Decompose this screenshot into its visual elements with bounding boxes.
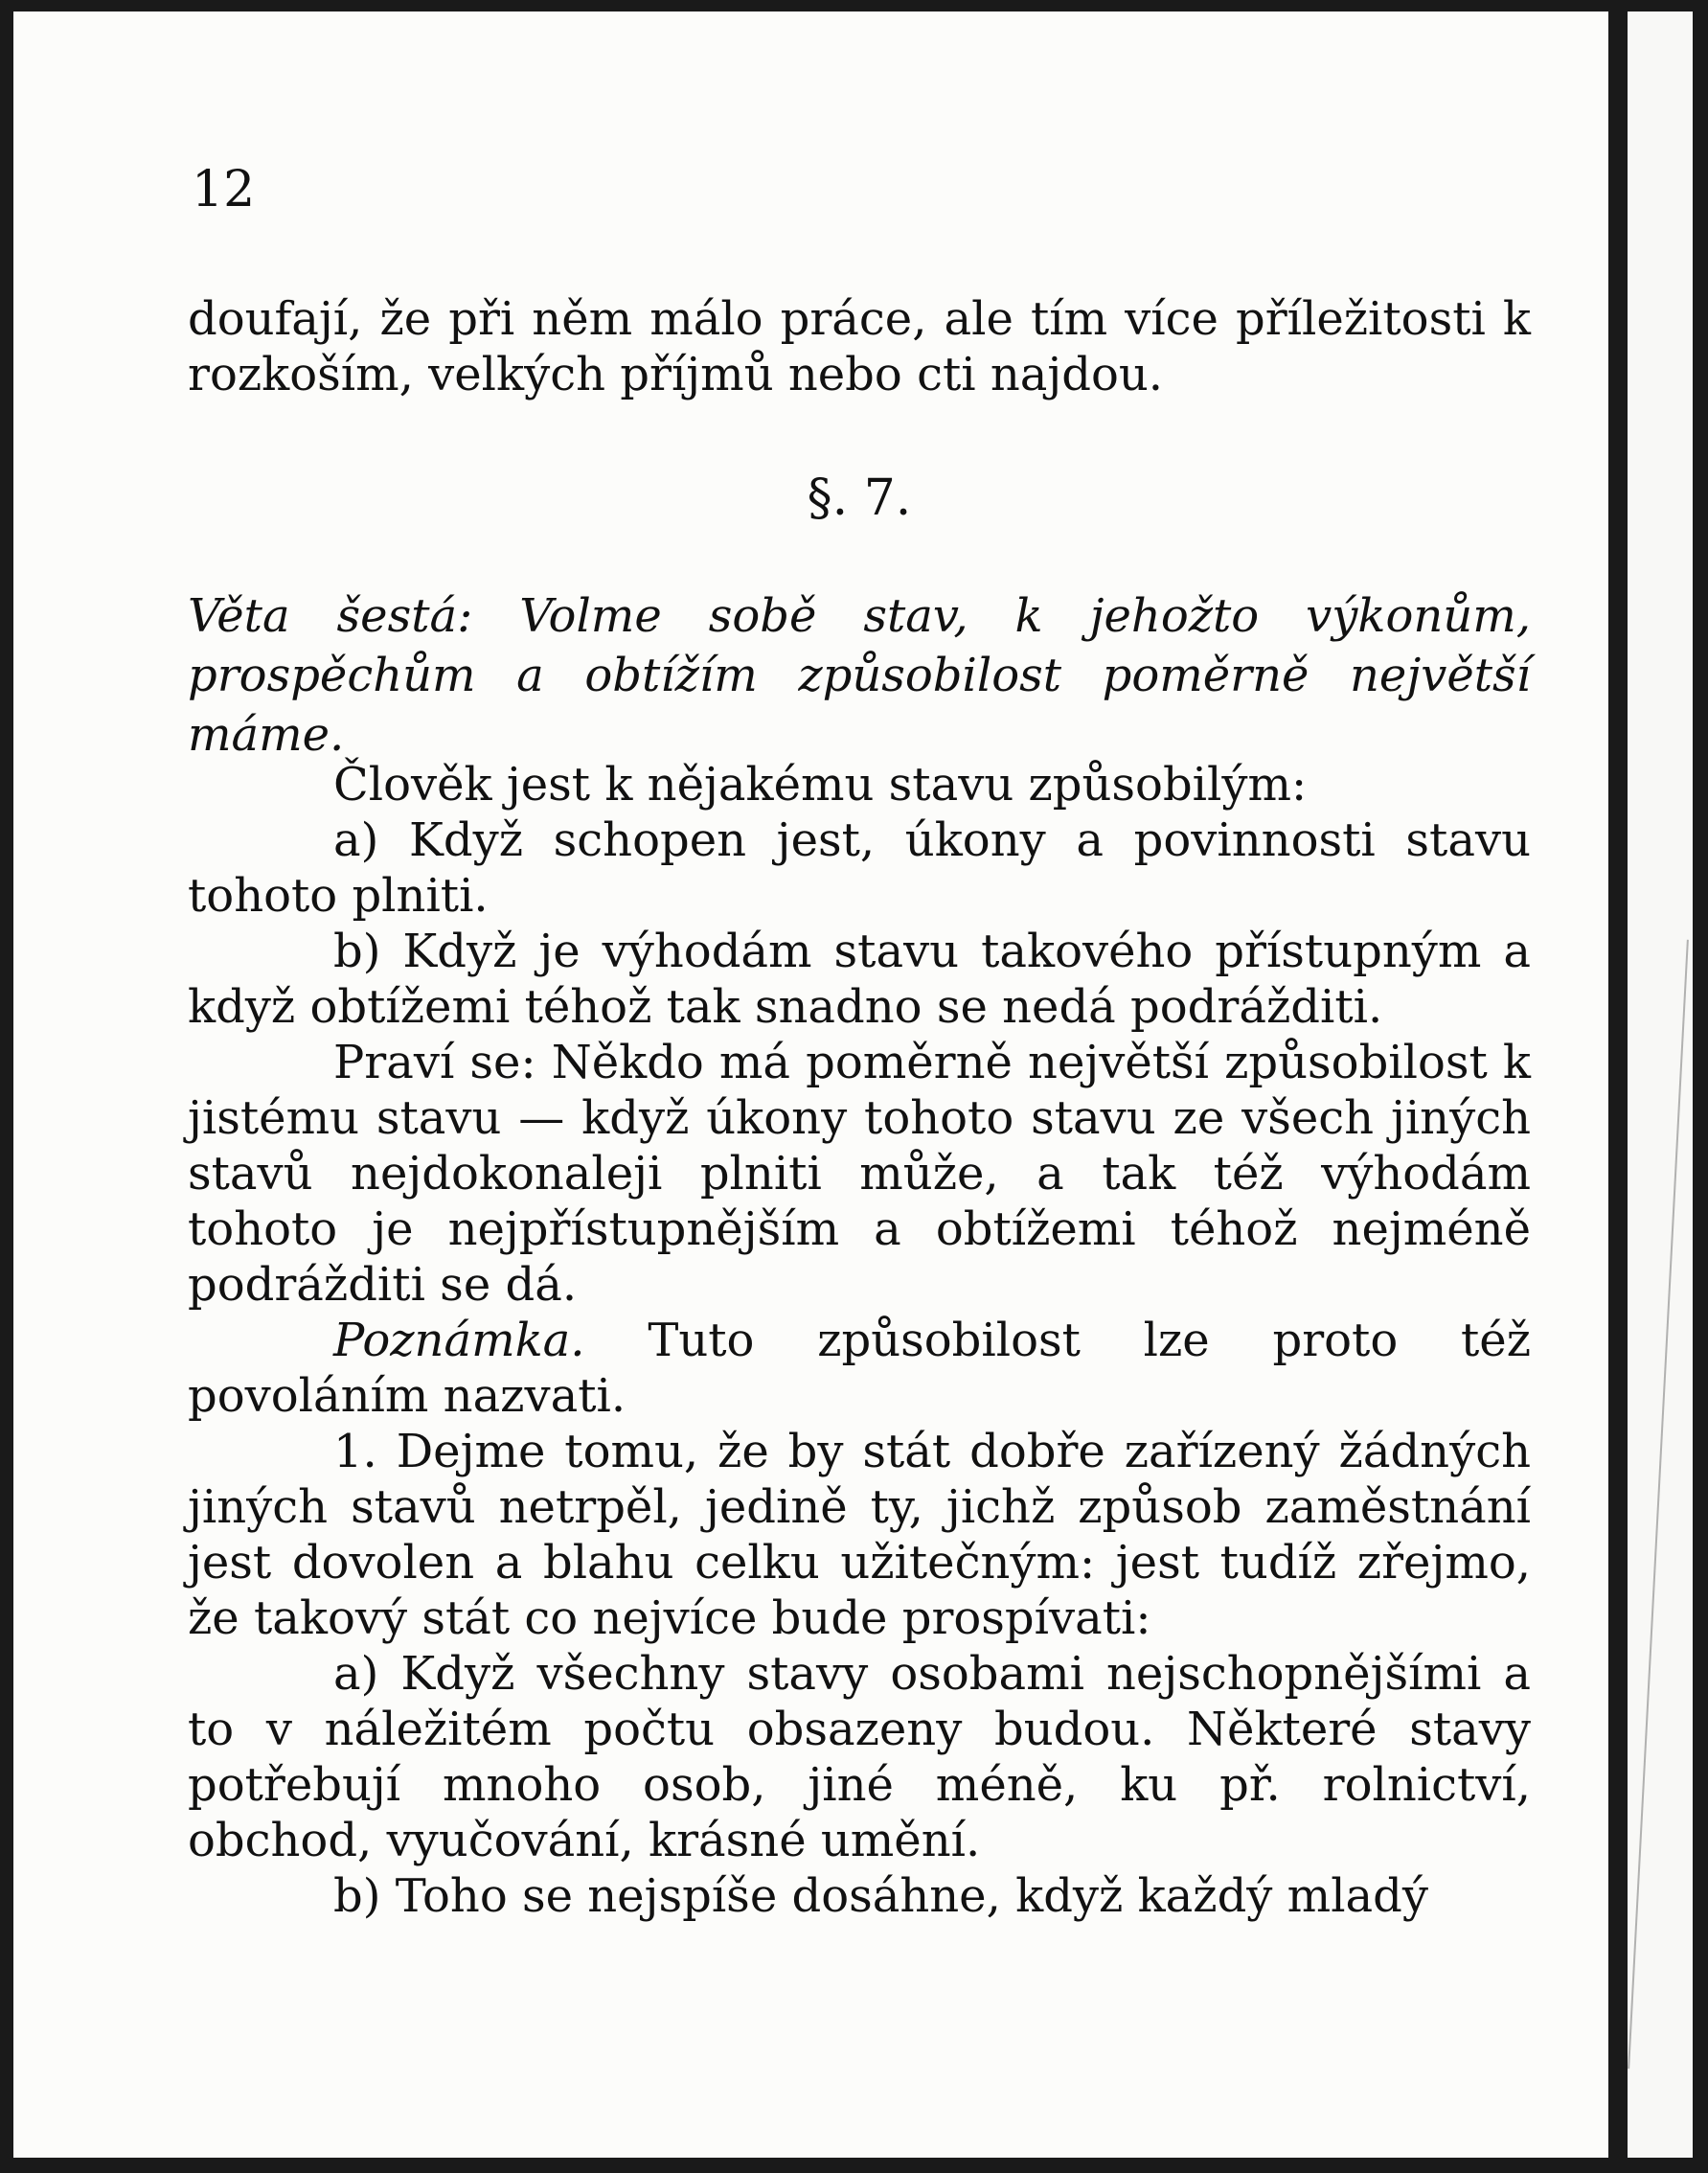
body-text	[188, 757, 1531, 1924]
paragraph-intro: Člověk jest k nějakému stavu způsobilým:	[333, 758, 1308, 812]
paragraph-point-1a: a) Když všechny stavy osobami nejschopnějšími a to v náležitém počtu obsazeny budou. Některé stavy potřebují mnoho osob, jiné méně, ku př. rolnictví, obchod, vyučování, krásné umění.	[188, 1647, 1531, 1867]
top-paragraph: doufají, že při něm málo práce, ale tím více příležitosti k rozkoším, velkých příjmů nebo cti najdou.	[188, 292, 1531, 401]
top-paragraph-block	[188, 291, 1531, 402]
paragraph-point-1b: b) Toho se nejspíše dosáhne, když každý mladý	[333, 1869, 1428, 1923]
note-text: Tuto způsobilost lze proto též povoláním nazvati.	[188, 1314, 1531, 1423]
note-paragraph	[188, 1313, 1531, 1424]
adjacent-page-edge	[1628, 11, 1693, 2158]
thesis-text: Volme sobě stav, k jehožto výkonům, prospěchům a obtížím způsobilost poměrně největší máme.	[188, 589, 1531, 762]
page-number: 12	[192, 161, 256, 218]
thesis	[188, 586, 1531, 765]
section-heading: §. 7.	[807, 469, 912, 527]
paragraph-condition-a: a) Když schopen jest, úkony a povinnosti stavu tohoto plniti.	[188, 813, 1531, 923]
paragraph-point-1: 1. Dejme tomu, že by stát dobře zařízený žádných jiných stavů netrpěl, jedině ty, jichž způsob zaměstnání jest dovolen a blahu celku užitečným: jest tudíž zřejmo, že takový stát co nejvíce bude prospívati:	[188, 1425, 1531, 1645]
paragraph-condition-b: b) Když je výhodám stavu takového přístupným a když obtížemi téhož tak snadno se nedá podrážditi.	[188, 925, 1531, 1034]
note-label: Poznámka.	[333, 1314, 585, 1367]
thesis-label: Věta šestá:	[188, 589, 473, 643]
paragraph-explanation: Praví se: Někdo má poměrně největší způsobilost k jistému stavu — když úkony tohoto stavu ze všech jiných stavů nejdokonaleji plniti může, a tak též výhodám tohoto je nejpřístupnějším a obtížemi téhož nejméně podrážditi se dá.	[188, 1036, 1531, 1312]
